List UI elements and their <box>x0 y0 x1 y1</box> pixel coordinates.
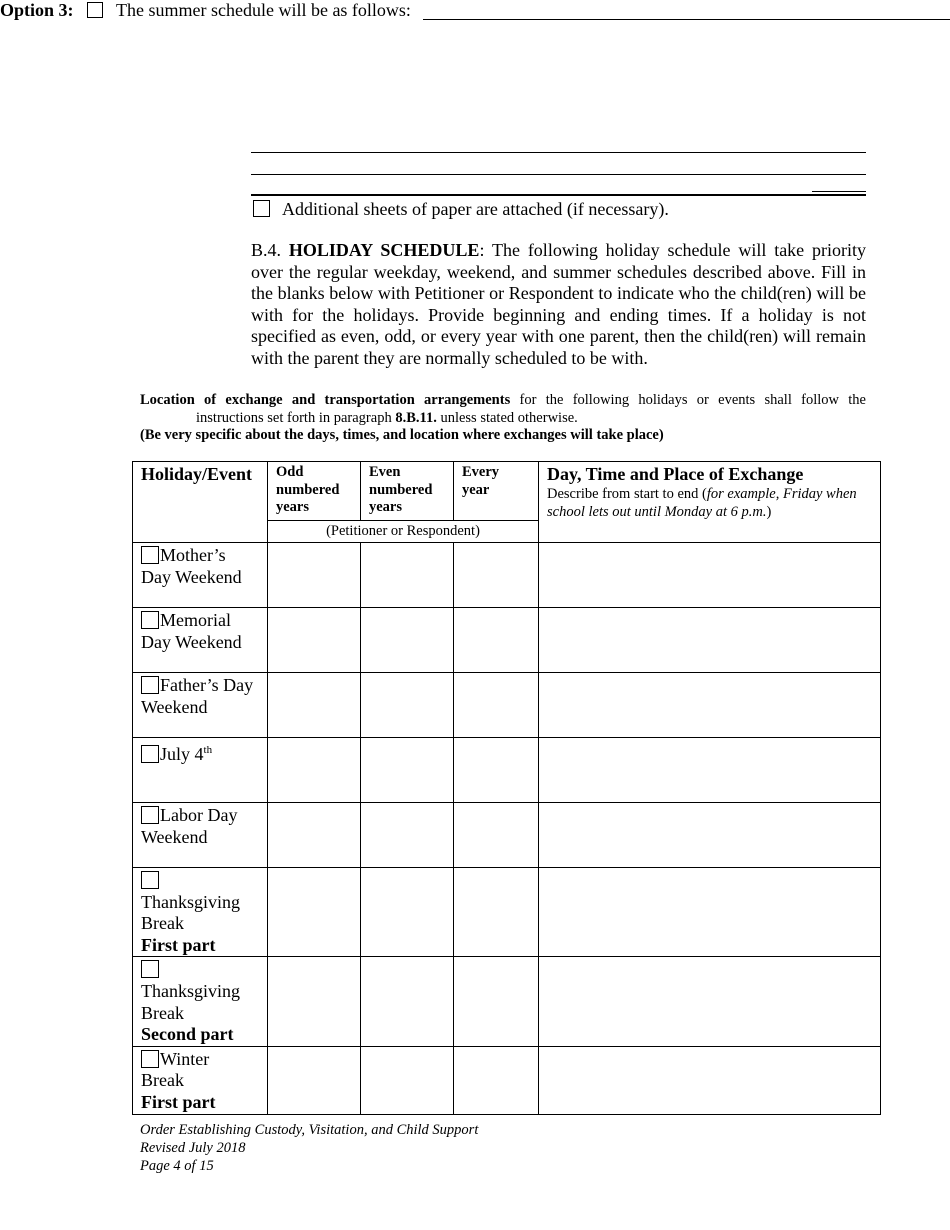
odd-years-cell[interactable] <box>268 1046 361 1114</box>
every-year-cell[interactable] <box>454 868 539 957</box>
additional-sheets-line <box>251 199 669 220</box>
event-mothers-day: Mother’s Day Weekend <box>133 543 268 608</box>
holiday-schedule-heading: HOLIDAY SCHEDULE <box>288 240 480 260</box>
event-checkbox[interactable] <box>141 745 159 763</box>
event-checkbox[interactable] <box>141 871 159 889</box>
even-years-cell[interactable] <box>361 957 454 1046</box>
table-row <box>133 1046 881 1114</box>
event-checkbox[interactable] <box>141 960 159 978</box>
table-row <box>133 803 881 868</box>
even-years-cell[interactable] <box>361 738 454 803</box>
header-exchange-desc: Describe from start to end (for example, Friday when school lets out until Monday at 6 p.m.) <box>547 486 857 520</box>
exchange-cell[interactable] <box>539 1046 881 1114</box>
every-year-cell[interactable] <box>454 803 539 868</box>
event-checkbox[interactable] <box>141 676 159 694</box>
event-checkbox[interactable] <box>141 806 159 824</box>
holiday-schedule-prefix: B.4. <box>251 240 282 260</box>
additional-sheets-text: Additional sheets of paper are attached (if necessary). <box>282 199 669 219</box>
event-labor-day: Labor Day Weekend <box>133 803 268 868</box>
odd-years-cell[interactable] <box>268 608 361 673</box>
table-header-row <box>133 462 881 521</box>
event-fathers-day: Father’s Day Weekend <box>133 673 268 738</box>
blank-line-short <box>812 191 866 192</box>
every-year-cell[interactable] <box>454 673 539 738</box>
option3-checkbox[interactable] <box>87 2 103 18</box>
exchange-cell[interactable] <box>539 868 881 957</box>
header-every-year: Every year <box>454 462 539 521</box>
header-odd-years: Odd numbered years <box>268 462 361 521</box>
option3-fill-line[interactable] <box>423 19 950 20</box>
header-party: (Petitioner or Respondent) <box>268 521 539 543</box>
location-line2a: instructions set forth in paragraph <box>196 410 396 426</box>
even-years-cell[interactable] <box>361 608 454 673</box>
every-year-cell[interactable] <box>454 738 539 803</box>
location-paragraph <box>140 391 866 427</box>
exchange-cell[interactable] <box>539 673 881 738</box>
event-checkbox[interactable] <box>141 546 159 564</box>
exchange-cell[interactable] <box>539 608 881 673</box>
odd-years-cell[interactable] <box>268 673 361 738</box>
location-paragraph-ref: 8.B.11. <box>395 410 437 426</box>
every-year-cell[interactable] <box>454 1046 539 1114</box>
specific-instruction: (Be very specific about the days, times, and location where exchanges will take place) <box>140 427 664 443</box>
option3-label: Option 3: <box>0 0 74 20</box>
odd-years-cell[interactable] <box>268 957 361 1046</box>
blank-line-3[interactable] <box>251 194 866 196</box>
every-year-cell[interactable] <box>454 608 539 673</box>
footer-revised: Revised July 2018 <box>140 1140 246 1156</box>
location-rest: for the following holidays or events shall follow the <box>510 392 866 408</box>
option3-line <box>0 0 615 24</box>
odd-years-cell[interactable] <box>268 738 361 803</box>
table-row <box>133 608 881 673</box>
header-exchange-title: Day, Time and Place of Exchange <box>547 464 804 484</box>
additional-sheets-checkbox[interactable] <box>253 200 270 217</box>
every-year-cell[interactable] <box>454 957 539 1046</box>
table-row <box>133 957 881 1046</box>
page-footer <box>140 1121 478 1175</box>
event-checkbox[interactable] <box>141 611 159 629</box>
exchange-cell[interactable] <box>539 803 881 868</box>
table-row <box>133 868 881 957</box>
event-winter-first: Winter Break First part <box>133 1046 268 1114</box>
even-years-cell[interactable] <box>361 1046 454 1114</box>
holiday-table <box>132 461 881 1115</box>
event-thanksgiving-second: Thanksgiving Break Second part <box>133 957 268 1046</box>
event-checkbox[interactable] <box>141 1050 159 1068</box>
footer-page-number: Page 4 of 15 <box>140 1158 214 1174</box>
header-even-years: Even numbered years <box>361 462 454 521</box>
holiday-schedule-paragraph <box>251 240 866 370</box>
odd-years-cell[interactable] <box>268 803 361 868</box>
exchange-cell[interactable] <box>539 543 881 608</box>
holiday-schedule-body: : The following holiday schedule will take priority over the regular weekday, weekend, and summer schedules described above. Fill in the blanks below with Petitioner or Respondent to indicate who the child(ren) will be with for the holidays. Provide beginning and ending times. If a holiday is not specified as even, odd, or every year with one parent, then the child(ren) will remain with the parent they are normally scheduled to be with. <box>251 240 867 368</box>
even-years-cell[interactable] <box>361 868 454 957</box>
location-bold-lead: Location of exchange and transportation arrangements <box>140 392 511 408</box>
exchange-cell[interactable] <box>539 738 881 803</box>
blank-line-2[interactable] <box>251 174 866 175</box>
table-row <box>133 738 881 803</box>
header-holiday-event: Holiday/Event <box>141 464 253 484</box>
footer-title: Order Establishing Custody, Visitation, and Child Support <box>140 1122 479 1138</box>
location-line2b: unless stated otherwise. <box>436 410 578 426</box>
even-years-cell[interactable] <box>361 803 454 868</box>
odd-years-cell[interactable] <box>268 543 361 608</box>
table-row <box>133 543 881 608</box>
even-years-cell[interactable] <box>361 673 454 738</box>
every-year-cell[interactable] <box>454 543 539 608</box>
option3-text: The summer schedule will be as follows: <box>116 0 411 20</box>
blank-line-1[interactable] <box>251 152 866 153</box>
odd-years-cell[interactable] <box>268 868 361 957</box>
event-thanksgiving-first: Thanksgiving Break First part <box>133 868 268 957</box>
exchange-cell[interactable] <box>539 957 881 1046</box>
table-row <box>133 673 881 738</box>
even-years-cell[interactable] <box>361 543 454 608</box>
event-memorial-day: Memorial Day Weekend <box>133 608 268 673</box>
event-july-4th: July 4th <box>133 738 268 803</box>
